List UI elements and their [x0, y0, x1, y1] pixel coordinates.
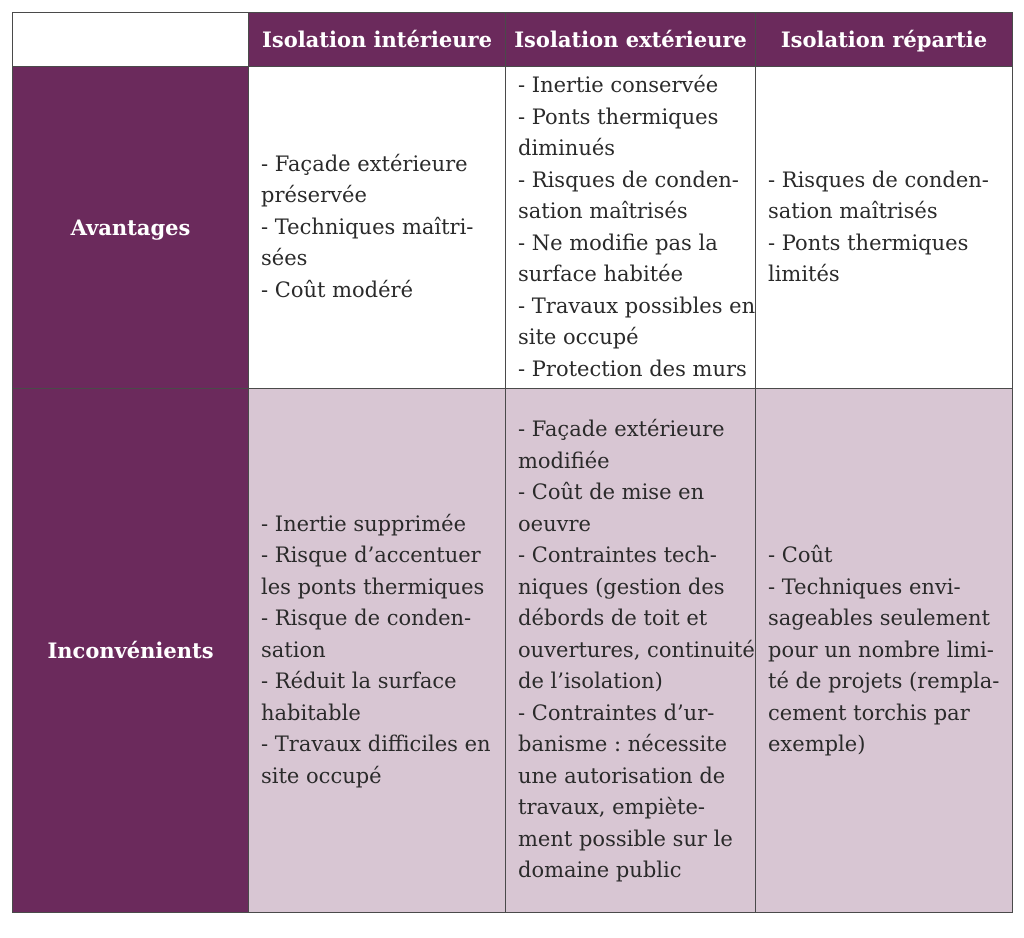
cell-text-line: - Façade extérieure — [261, 151, 468, 176]
cell-text-line: les ponts thermiques — [261, 574, 485, 599]
cell-text-line: exemple) — [768, 732, 866, 757]
cell-inconvenients-interieure — [249, 389, 506, 913]
cell-text-line: domaine public — [518, 858, 682, 883]
cell-text-line: préservée — [261, 183, 367, 208]
cell-text-line: sation maîtrisés — [518, 199, 688, 223]
cell-text-line: - Travaux possibles en — [518, 293, 756, 318]
cell-text-line: sageables seulement — [768, 606, 990, 631]
cell-text-line: - Ponts thermiques — [518, 104, 719, 129]
cell-text-line: - Coût de mise en — [518, 480, 705, 505]
cell-text-line: - Ne modifie pas la — [518, 230, 718, 255]
column-header-repartie: Isolation répartie — [756, 13, 1013, 67]
cell-text-line: - Risques de conden- — [768, 167, 989, 192]
cell-text-line: - Inertie supprimée — [261, 511, 467, 536]
cell-text-line: sées — [261, 246, 308, 271]
header-row — [13, 13, 1013, 67]
row-header-avantages: Avantages — [13, 67, 249, 389]
cell-text-line: travaux, empiète- — [518, 795, 705, 820]
cell-avantages-exterieure — [506, 67, 756, 389]
cell-text-line: surface habitée — [518, 262, 683, 286]
cell-text-line: - Risque de conden- — [261, 606, 472, 631]
cell-text-line: - Réduit la surface — [261, 669, 457, 694]
column-header-interieure: Isolation intérieure — [249, 13, 506, 67]
row-inconvenients — [13, 389, 1013, 913]
cell-text-line: - Inertie conservée — [518, 73, 719, 97]
cell-text-line: banisme : nécessite — [518, 732, 728, 757]
cell-text-line: ment possible sur le — [518, 826, 733, 851]
cell-text-line: - Coût modéré — [261, 277, 414, 302]
cell-text-line: - Risque d’accentuer — [261, 543, 481, 568]
row-avantages — [13, 67, 1013, 389]
cell-text-line: diminués — [518, 136, 616, 160]
cell-text-line: - Façade extérieure — [518, 417, 725, 442]
cell-text-line: - Contraintes d’ur- — [518, 700, 715, 725]
cell-text-line: niques (gestion des — [518, 574, 725, 599]
cell-text-line: - Protection des murs — [518, 356, 747, 381]
cell-text-line: - Risques de conden- — [518, 167, 739, 192]
cell-text-line: site occupé — [518, 325, 639, 349]
cell-text-line: de l’isolation) — [518, 669, 663, 694]
cell-text-line: sation — [261, 637, 326, 662]
cell-text-line: - Coût — [768, 543, 833, 568]
column-header-exterieure: Isolation extérieure — [506, 13, 756, 67]
cell-text-line: limités — [768, 262, 840, 286]
cell-text-line: habitable — [261, 700, 361, 725]
cell-text-line: cement torchis par — [768, 700, 970, 725]
cell-text-line: modifiée — [518, 448, 610, 473]
cell-text-line: - Contraintes tech- — [518, 543, 717, 568]
cell-text-line: site occupé — [261, 763, 382, 788]
corner-cell — [13, 13, 249, 67]
cell-text-line: - Travaux difficiles en — [261, 732, 491, 757]
cell-text-line: oeuvre — [518, 511, 591, 536]
cell-text-line: - Techniques envi- — [768, 574, 961, 599]
cell-inconvenients-repartie — [756, 389, 1013, 913]
comparison-table — [12, 12, 1013, 913]
cell-avantages-interieure — [249, 67, 506, 389]
row-header-inconvenients: Inconvénients — [13, 389, 249, 913]
cell-text-line: débords de toit et — [518, 606, 708, 631]
cell-inconvenients-exterieure — [506, 389, 756, 913]
cell-text-line: pour un nombre limi- — [768, 637, 994, 662]
cell-avantages-repartie — [756, 67, 1013, 389]
cell-text-line: té de projets (rempla- — [768, 669, 1000, 694]
cell-text-line: - Ponts thermiques — [768, 230, 969, 255]
cell-text-line: ouvertures, continuité — [518, 637, 755, 662]
cell-text-line: sation maîtrisés — [768, 199, 938, 223]
cell-text-line: - Techniques maîtri- — [261, 214, 474, 239]
cell-text-line: une autorisation de — [518, 763, 726, 788]
